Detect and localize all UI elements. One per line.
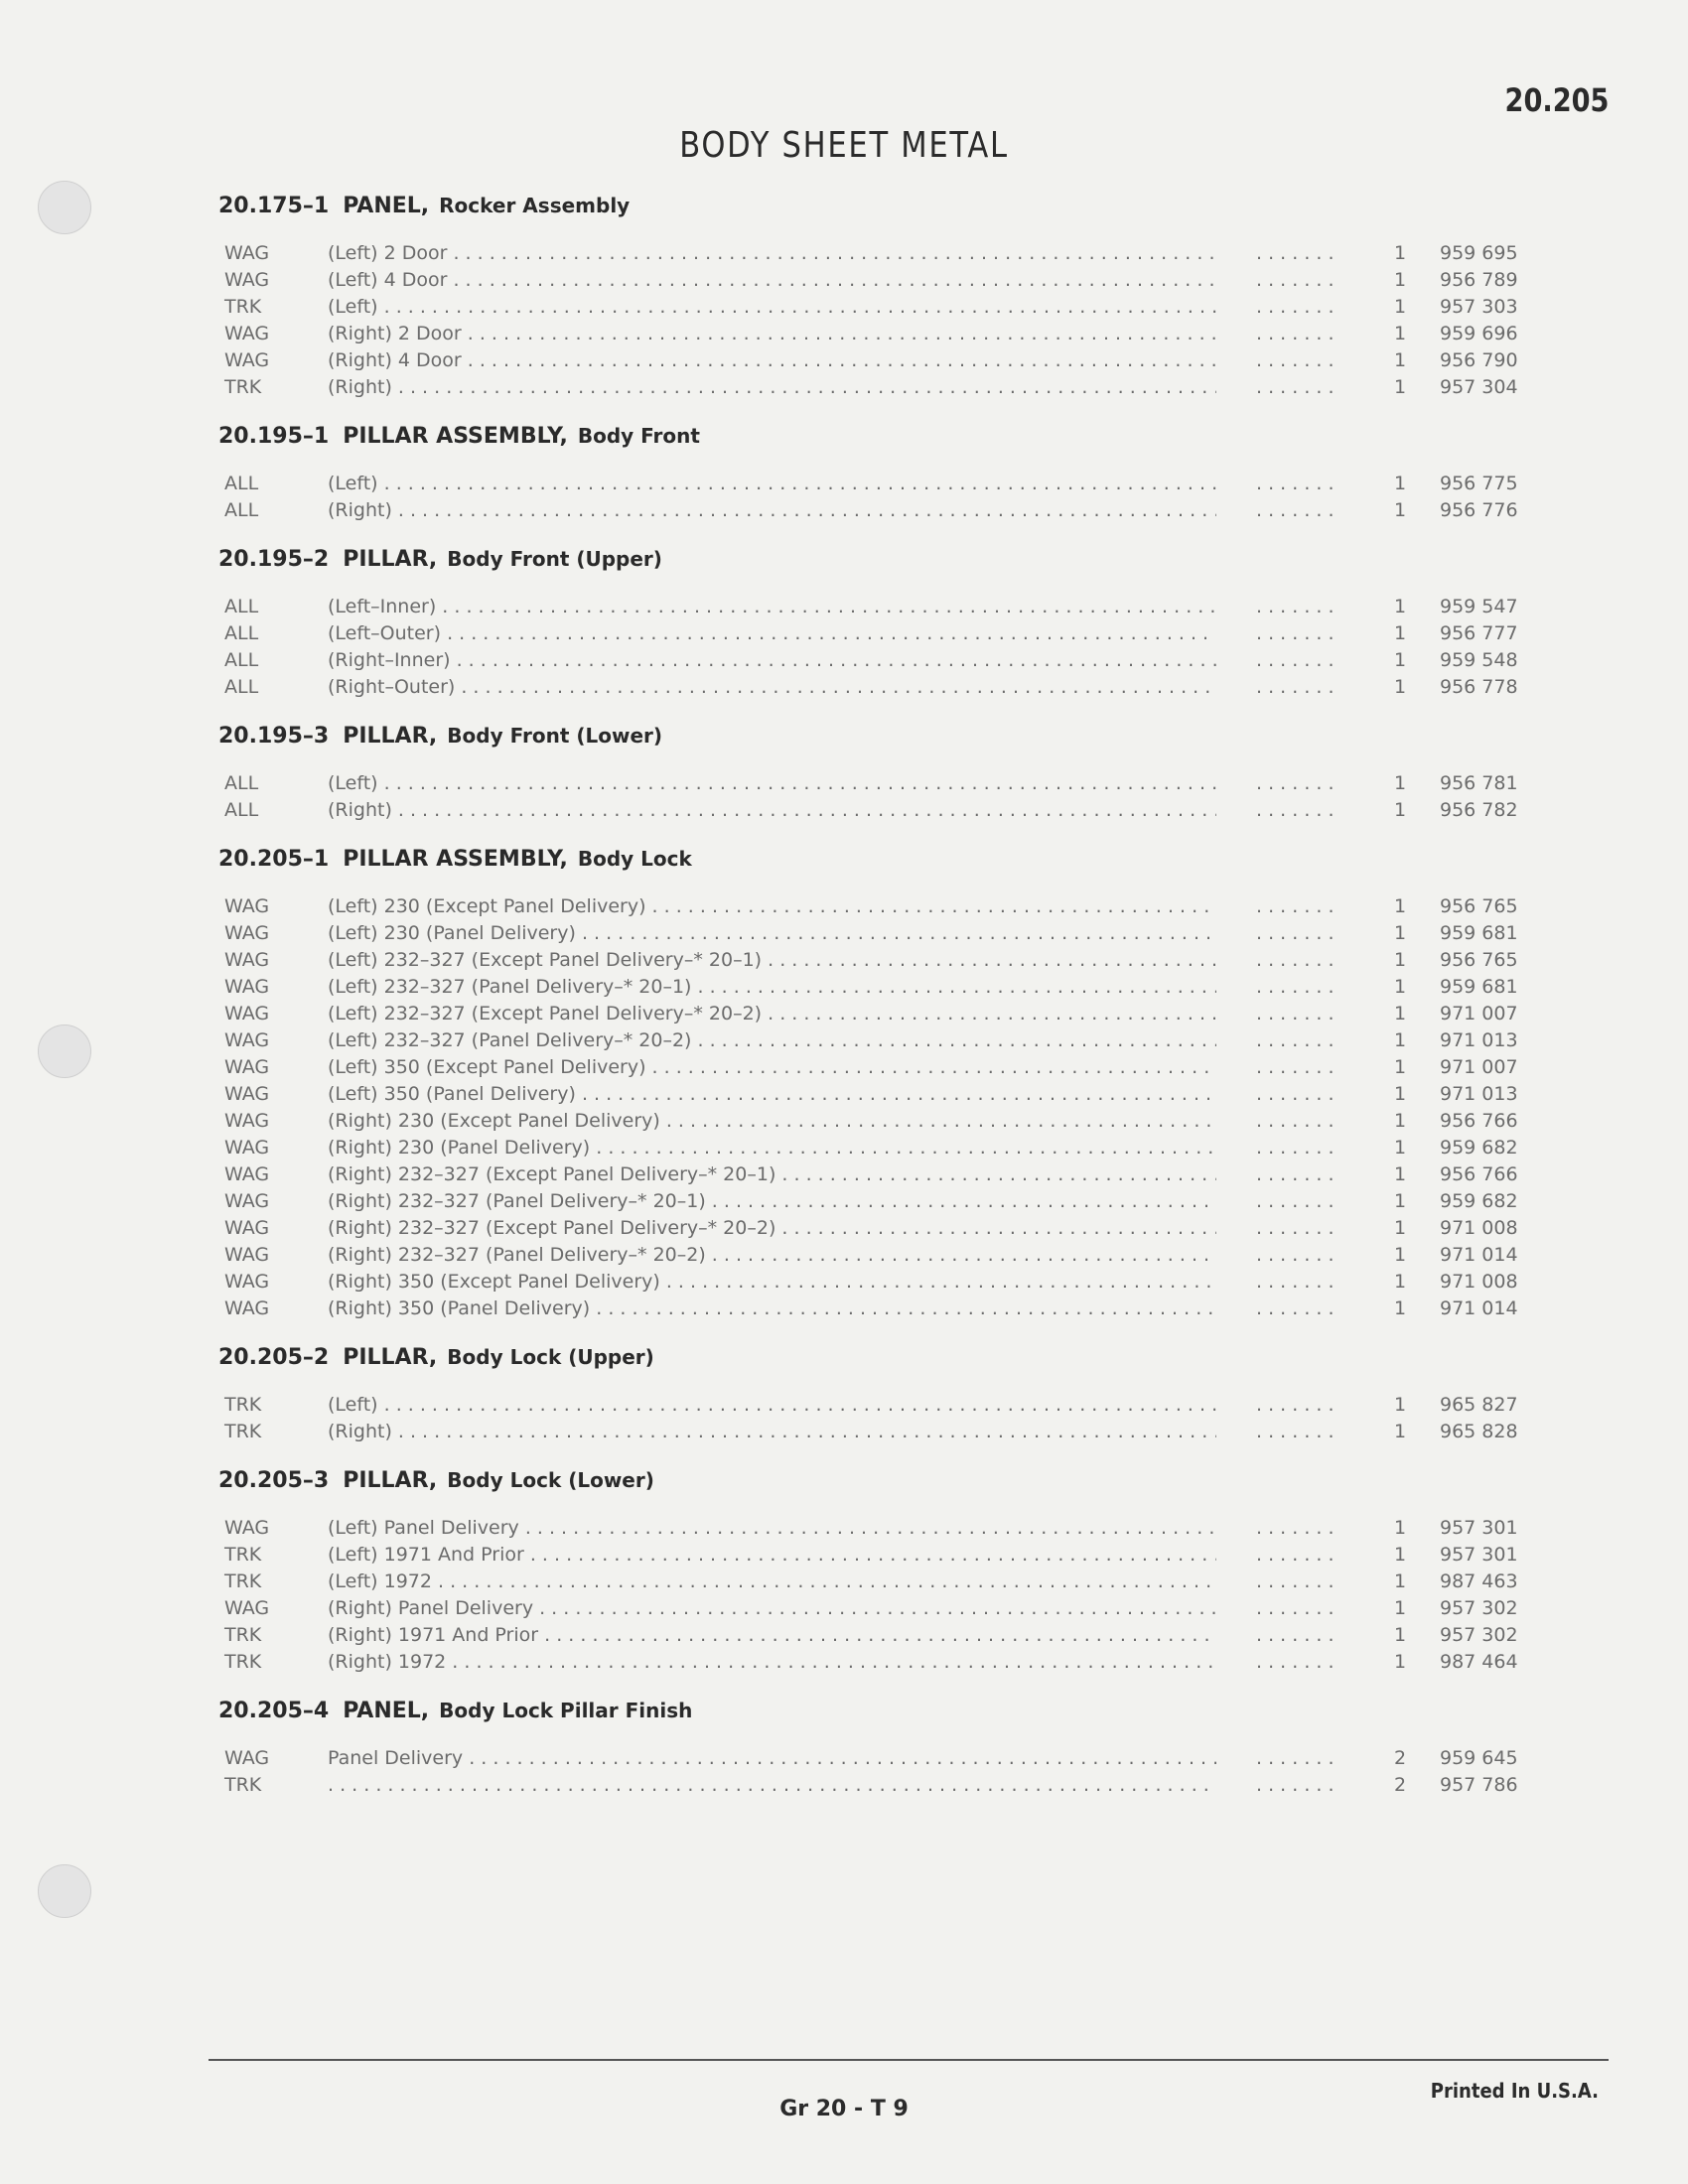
quantity: 1 — [1393, 323, 1407, 344]
leader-dots — [1216, 294, 1365, 321]
parts-section — [218, 1690, 1559, 1799]
part-number: 965 828 — [1440, 1421, 1518, 1442]
leader-dots — [1216, 1542, 1365, 1569]
table-row — [218, 374, 1559, 401]
part-number: 956 782 — [1440, 799, 1518, 821]
table-row — [218, 1296, 1559, 1322]
quantity: 1 — [1393, 269, 1407, 291]
part-number: 956 789 — [1440, 269, 1518, 291]
model-code: WAG — [224, 1083, 270, 1105]
section-number: 20.195–1 — [218, 424, 330, 449]
leader-dots — [1216, 1649, 1365, 1676]
quantity: 1 — [1393, 1217, 1407, 1239]
part-description: (Right) 1971 And Prior . . . — [328, 1622, 1321, 1649]
leader-dots — [1216, 240, 1365, 267]
section-header — [218, 838, 1559, 880]
quantity: 1 — [1393, 676, 1407, 698]
quantity: 1 — [1393, 596, 1407, 617]
model-code: WAG — [224, 1110, 270, 1132]
quantity: 1 — [1393, 649, 1407, 671]
part-description: (Right) Panel Delivery . . . — [328, 1595, 1321, 1622]
leader-dots — [1216, 1772, 1365, 1799]
quantity: 1 — [1393, 895, 1407, 917]
quantity: 1 — [1393, 242, 1407, 264]
table-row — [218, 1542, 1559, 1569]
table-row — [218, 471, 1559, 497]
leader-dots — [1216, 1515, 1365, 1542]
leader-dots — [1216, 647, 1365, 674]
model-code: ALL — [224, 596, 259, 617]
quantity: 1 — [1393, 349, 1407, 371]
part-description: (Left) 1972 . . . — [328, 1569, 1321, 1595]
quantity: 2 — [1393, 1774, 1407, 1796]
section-name: PILLAR, — [343, 724, 438, 749]
leader-dots — [1216, 1161, 1365, 1188]
model-code: ALL — [224, 499, 259, 521]
model-code: WAG — [224, 1597, 270, 1619]
table-row — [218, 1419, 1559, 1445]
printed-notice: Printed In U.S.A. — [1430, 2079, 1599, 2103]
part-description: (Right) 230 (Except Panel Delivery) . . . — [328, 1108, 1321, 1135]
model-code: WAG — [224, 1747, 270, 1769]
binder-hole-top — [38, 181, 91, 234]
quantity: 1 — [1393, 1110, 1407, 1132]
part-description: (Left) . . . — [328, 770, 1321, 797]
section-description: Body Front (Upper) — [447, 547, 662, 571]
part-description: (Left) 232–327 (Except Panel Delivery–* 20–2) . . . — [328, 1001, 1321, 1027]
section-number: 20.195–3 — [218, 724, 330, 749]
part-number: 956 766 — [1440, 1110, 1518, 1132]
leader-dots — [1216, 1569, 1365, 1595]
quantity: 1 — [1393, 1570, 1407, 1592]
leader-dots — [1216, 1269, 1365, 1296]
part-description: (Left) 1971 And Prior . . . — [328, 1542, 1321, 1569]
leader-dots — [1216, 267, 1365, 294]
table-row — [218, 594, 1559, 620]
part-description: (Right) 232–327 (Panel Delivery–* 20–2) . . . — [328, 1242, 1321, 1269]
quantity: 1 — [1393, 1394, 1407, 1416]
part-description: (Right) . . . — [328, 797, 1321, 824]
quantity: 1 — [1393, 1597, 1407, 1619]
table-row — [218, 647, 1559, 674]
table-row — [218, 497, 1559, 524]
leader-dots — [1216, 347, 1365, 374]
model-code: WAG — [224, 1056, 270, 1078]
quantity: 1 — [1393, 1651, 1407, 1673]
part-number: 959 681 — [1440, 922, 1518, 944]
part-description: (Left) 230 (Panel Delivery) . . . — [328, 920, 1321, 947]
table-row — [218, 1569, 1559, 1595]
part-number: 956 765 — [1440, 895, 1518, 917]
table-row — [218, 294, 1559, 321]
leader-dots — [1216, 1595, 1365, 1622]
section-name: PILLAR, — [343, 1468, 438, 1493]
table-row — [218, 1392, 1559, 1419]
quantity: 1 — [1393, 1421, 1407, 1442]
table-row — [218, 1054, 1559, 1081]
part-number: 956 790 — [1440, 349, 1518, 371]
model-code: WAG — [224, 242, 270, 264]
part-description: (Left) 230 (Except Panel Delivery) . . . — [328, 893, 1321, 920]
part-number: 959 681 — [1440, 976, 1518, 998]
table-row — [218, 1595, 1559, 1622]
model-code: WAG — [224, 1217, 270, 1239]
table-row — [218, 1135, 1559, 1161]
leader-dots — [1216, 1392, 1365, 1419]
part-number: 959 547 — [1440, 596, 1518, 617]
part-number: 956 765 — [1440, 949, 1518, 971]
part-number: 971 013 — [1440, 1029, 1518, 1051]
part-description: (Right–Outer) . . . — [328, 674, 1321, 701]
part-number: 956 778 — [1440, 676, 1518, 698]
model-code: WAG — [224, 895, 270, 917]
part-number: 987 463 — [1440, 1570, 1518, 1592]
section-number: 20.205–4 — [218, 1699, 330, 1723]
table-row — [218, 1001, 1559, 1027]
quantity: 1 — [1393, 799, 1407, 821]
model-code: WAG — [224, 269, 270, 291]
parts-section — [218, 838, 1559, 1322]
part-description: (Right) 2 Door . . . — [328, 321, 1321, 347]
quantity: 1 — [1393, 1163, 1407, 1185]
part-number: 987 464 — [1440, 1651, 1518, 1673]
leader-dots — [1216, 1081, 1365, 1108]
part-number: 971 007 — [1440, 1003, 1518, 1024]
section-description: Body Front — [577, 424, 700, 448]
part-description: (Left) 350 (Except Panel Delivery) . . . — [328, 1054, 1321, 1081]
model-code: TRK — [224, 1624, 262, 1646]
model-code: WAG — [224, 1517, 270, 1539]
model-code: WAG — [224, 922, 270, 944]
table-row — [218, 620, 1559, 647]
section-header — [218, 415, 1559, 457]
part-number: 957 301 — [1440, 1544, 1518, 1566]
parts-section — [218, 415, 1559, 524]
part-number: 957 302 — [1440, 1597, 1518, 1619]
leader-dots — [1216, 1135, 1365, 1161]
part-description: (Left) Panel Delivery . . . — [328, 1515, 1321, 1542]
part-description: (Left) . . . — [328, 1392, 1321, 1419]
leader-dots — [1216, 1745, 1365, 1772]
part-number: 959 696 — [1440, 323, 1518, 344]
part-number: 971 014 — [1440, 1297, 1518, 1319]
part-description: (Right) 230 (Panel Delivery) . . . — [328, 1135, 1321, 1161]
section-number: 20.205–2 — [218, 1345, 330, 1370]
part-number: 959 645 — [1440, 1747, 1518, 1769]
model-code: TRK — [224, 1570, 262, 1592]
model-code: WAG — [224, 1137, 270, 1159]
part-description: (Left) 232–327 (Panel Delivery–* 20–2) . . . — [328, 1027, 1321, 1054]
model-code: TRK — [224, 1394, 262, 1416]
section-description: Body Lock Pillar Finish — [439, 1699, 693, 1722]
part-number: 956 766 — [1440, 1163, 1518, 1185]
model-code: WAG — [224, 1190, 270, 1212]
section-name: PILLAR ASSEMBLY, — [343, 424, 568, 449]
table-row — [218, 893, 1559, 920]
page-code: Gr 20 - T 9 — [779, 2097, 909, 2121]
part-description: (Right–Inner) . . . — [328, 647, 1321, 674]
table-row — [218, 1242, 1559, 1269]
section-header — [218, 1690, 1559, 1731]
footer-divider — [209, 2059, 1609, 2061]
part-number: 971 007 — [1440, 1056, 1518, 1078]
table-row — [218, 267, 1559, 294]
quantity: 1 — [1393, 1544, 1407, 1566]
section-header — [218, 1336, 1559, 1378]
leader-dots — [1216, 1027, 1365, 1054]
part-description: (Right) 1972 . . . — [328, 1649, 1321, 1676]
part-description: (Right) . . . — [328, 1419, 1321, 1445]
quantity: 1 — [1393, 976, 1407, 998]
parts-section — [218, 1459, 1559, 1676]
page-title: BODY SHEET METAL — [679, 125, 1009, 166]
quantity: 1 — [1393, 499, 1407, 521]
section-header — [218, 538, 1559, 580]
table-row — [218, 674, 1559, 701]
quantity: 1 — [1393, 296, 1407, 318]
quantity: 1 — [1393, 949, 1407, 971]
model-code: ALL — [224, 676, 259, 698]
leader-dots — [1216, 770, 1365, 797]
part-number: 959 682 — [1440, 1190, 1518, 1212]
model-code: WAG — [224, 976, 270, 998]
model-code: TRK — [224, 1774, 262, 1796]
section-number: 20.175–1 — [218, 194, 330, 218]
model-code: WAG — [224, 349, 270, 371]
section-name: PILLAR, — [343, 547, 438, 572]
part-number: 971 008 — [1440, 1217, 1518, 1239]
model-code: WAG — [224, 949, 270, 971]
leader-dots — [1216, 471, 1365, 497]
leader-dots — [1216, 1108, 1365, 1135]
table-row — [218, 1188, 1559, 1215]
quantity: 1 — [1393, 1056, 1407, 1078]
table-row — [218, 1745, 1559, 1772]
leader-dots — [1216, 920, 1365, 947]
parts-list — [218, 185, 1559, 1813]
model-code: ALL — [224, 622, 259, 644]
model-code: TRK — [224, 376, 262, 398]
table-row — [218, 1161, 1559, 1188]
table-row — [218, 797, 1559, 824]
leader-dots — [1216, 1215, 1365, 1242]
part-description: (Right) 232–327 (Except Panel Delivery–* 20–1) . . . — [328, 1161, 1321, 1188]
model-code: WAG — [224, 1029, 270, 1051]
table-row — [218, 347, 1559, 374]
part-description: (Right) . . . — [328, 374, 1321, 401]
part-number: 971 013 — [1440, 1083, 1518, 1105]
part-number: 956 777 — [1440, 622, 1518, 644]
table-row — [218, 1081, 1559, 1108]
part-description: Panel Delivery . . . — [328, 1745, 1321, 1772]
part-number: 971 008 — [1440, 1271, 1518, 1293]
leader-dots — [1216, 1622, 1365, 1649]
leader-dots — [1216, 974, 1365, 1001]
part-description: (Right) 350 (Except Panel Delivery) . . . — [328, 1269, 1321, 1296]
part-description: (Left) 4 Door . . . — [328, 267, 1321, 294]
table-row — [218, 321, 1559, 347]
leader-dots — [1216, 594, 1365, 620]
part-number: 956 775 — [1440, 473, 1518, 494]
model-code: ALL — [224, 649, 259, 671]
quantity: 1 — [1393, 772, 1407, 794]
model-code: WAG — [224, 1271, 270, 1293]
part-number: 965 827 — [1440, 1394, 1518, 1416]
model-code: ALL — [224, 473, 259, 494]
leader-dots — [1216, 797, 1365, 824]
section-description: Body Lock (Upper) — [447, 1345, 654, 1369]
leader-dots — [1216, 1296, 1365, 1322]
quantity: 1 — [1393, 1190, 1407, 1212]
section-header — [218, 185, 1559, 226]
model-code: WAG — [224, 323, 270, 344]
leader-dots — [1216, 1001, 1365, 1027]
part-description: (Left–Outer) . . . — [328, 620, 1321, 647]
quantity: 1 — [1393, 376, 1407, 398]
table-row — [218, 1622, 1559, 1649]
section-name: PANEL, — [343, 194, 430, 218]
parts-section — [218, 185, 1559, 401]
part-description: (Left–Inner) . . . — [328, 594, 1321, 620]
table-row — [218, 1515, 1559, 1542]
part-description: (Left) . . . — [328, 471, 1321, 497]
part-number: 957 302 — [1440, 1624, 1518, 1646]
part-number: 957 786 — [1440, 1774, 1518, 1796]
part-description: (Left) 232–327 (Panel Delivery–* 20–1) . . . — [328, 974, 1321, 1001]
quantity: 1 — [1393, 1517, 1407, 1539]
model-code: TRK — [224, 1651, 262, 1673]
part-number: 957 303 — [1440, 296, 1518, 318]
leader-dots — [1216, 947, 1365, 974]
table-row — [218, 947, 1559, 974]
part-description: (Left) . . . — [328, 294, 1321, 321]
leader-dots — [1216, 674, 1365, 701]
quantity: 1 — [1393, 922, 1407, 944]
quantity: 1 — [1393, 1029, 1407, 1051]
model-code: TRK — [224, 1421, 262, 1442]
binder-hole-bottom — [38, 1864, 91, 1918]
quantity: 1 — [1393, 1244, 1407, 1266]
table-row — [218, 1772, 1559, 1799]
model-code: ALL — [224, 799, 259, 821]
section-number: 20.195–2 — [218, 547, 330, 572]
model-code: WAG — [224, 1297, 270, 1319]
part-description: (Left) 350 (Panel Delivery) . . . — [328, 1081, 1321, 1108]
table-row — [218, 920, 1559, 947]
part-description: (Right) 4 Door . . . — [328, 347, 1321, 374]
model-code: ALL — [224, 772, 259, 794]
section-name: PILLAR, — [343, 1345, 438, 1370]
part-description: (Right) 350 (Panel Delivery) . . . — [328, 1296, 1321, 1322]
table-row — [218, 1649, 1559, 1676]
table-row — [218, 240, 1559, 267]
model-code: WAG — [224, 1003, 270, 1024]
part-number: 957 301 — [1440, 1517, 1518, 1539]
section-name: PANEL, — [343, 1699, 430, 1723]
section-header — [218, 1459, 1559, 1501]
quantity: 1 — [1393, 1271, 1407, 1293]
leader-dots — [1216, 620, 1365, 647]
quantity: 1 — [1393, 1003, 1407, 1024]
table-row — [218, 1027, 1559, 1054]
section-description: Body Lock (Lower) — [447, 1468, 654, 1492]
part-description: (Left) 2 Door . . . — [328, 240, 1321, 267]
part-description — [328, 1772, 1321, 1799]
part-number: 959 682 — [1440, 1137, 1518, 1159]
model-code: WAG — [224, 1163, 270, 1185]
page-number: 20.205 — [1504, 81, 1609, 119]
quantity: 1 — [1393, 1624, 1407, 1646]
section-description: Rocker Assembly — [439, 194, 631, 217]
quantity: 1 — [1393, 1137, 1407, 1159]
part-number: 956 776 — [1440, 499, 1518, 521]
parts-section — [218, 715, 1559, 824]
leader-dots — [1216, 893, 1365, 920]
leader-dots — [1216, 374, 1365, 401]
leader-dots — [1216, 1054, 1365, 1081]
model-code: TRK — [224, 1544, 262, 1566]
table-row — [218, 1269, 1559, 1296]
section-name: PILLAR ASSEMBLY, — [343, 847, 568, 872]
leader-dots — [1216, 1419, 1365, 1445]
model-code: TRK — [224, 296, 262, 318]
section-header — [218, 715, 1559, 756]
leader-dots — [1216, 1242, 1365, 1269]
quantity: 1 — [1393, 1083, 1407, 1105]
leader-dots — [1216, 321, 1365, 347]
parts-section — [218, 1336, 1559, 1445]
binder-hole-middle — [38, 1024, 91, 1078]
table-row — [218, 1108, 1559, 1135]
part-number: 971 014 — [1440, 1244, 1518, 1266]
quantity: 1 — [1393, 1297, 1407, 1319]
part-number: 957 304 — [1440, 376, 1518, 398]
part-number: 959 695 — [1440, 242, 1518, 264]
quantity: 1 — [1393, 622, 1407, 644]
model-code: WAG — [224, 1244, 270, 1266]
section-number: 20.205–1 — [218, 847, 330, 872]
part-description: (Right) 232–327 (Panel Delivery–* 20–1) . . . — [328, 1188, 1321, 1215]
quantity: 2 — [1393, 1747, 1407, 1769]
part-number: 959 548 — [1440, 649, 1518, 671]
part-description: (Right) 232–327 (Except Panel Delivery–* 20–2) . . . — [328, 1215, 1321, 1242]
table-row — [218, 974, 1559, 1001]
parts-section — [218, 538, 1559, 701]
part-number: 956 781 — [1440, 772, 1518, 794]
table-row — [218, 1215, 1559, 1242]
section-description: Body Lock — [577, 847, 692, 871]
leader-dots — [1216, 1188, 1365, 1215]
part-description: (Left) 232–327 (Except Panel Delivery–* 20–1) . . . — [328, 947, 1321, 974]
section-description: Body Front (Lower) — [447, 724, 663, 748]
quantity: 1 — [1393, 473, 1407, 494]
table-row — [218, 770, 1559, 797]
leader-dots — [1216, 497, 1365, 524]
part-description: (Right) . . . — [328, 497, 1321, 524]
section-number: 20.205–3 — [218, 1468, 330, 1493]
